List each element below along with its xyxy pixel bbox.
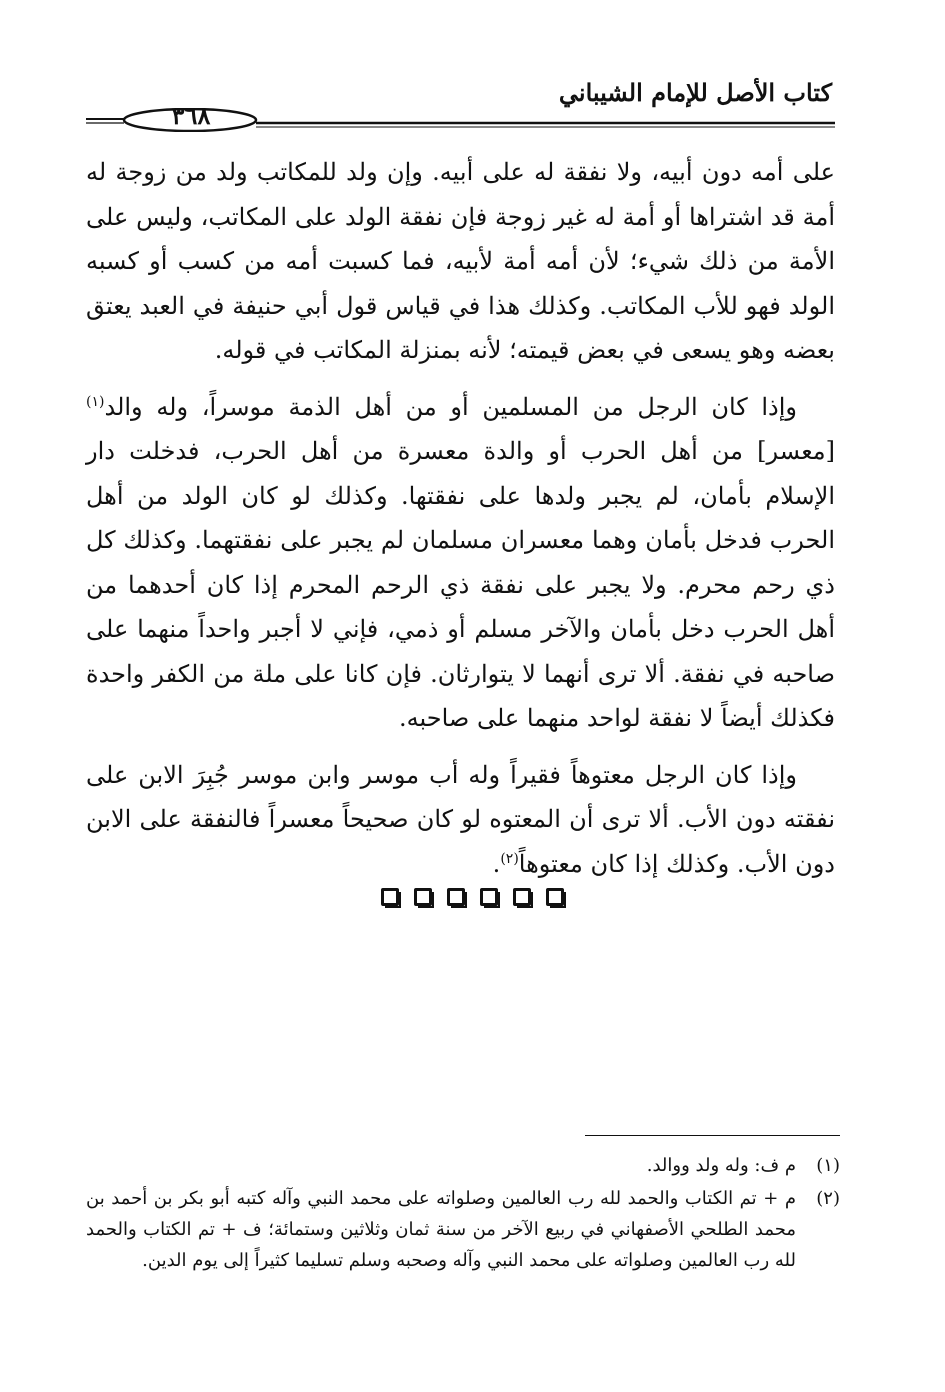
ornament-square-icon xyxy=(480,888,498,906)
footnote-reference-2[interactable]: (٢) xyxy=(500,850,519,867)
paragraph-3 xyxy=(86,753,835,887)
footnotes xyxy=(86,1150,840,1278)
paragraph-1: على أمه دون أبيه، ولا نفقة له على أبيه. وإن ولد للمكاتب ولد من زوجة له أمة قد اشتراها أو أمة له غير زوجة فإن نفقة الولد على المكاتب، وليس على الأمة من ذلك شيء؛ لأن أمه أمة لأبيه، فما كسبت أمه من كسب أو كسبه الولد فهو للأب المكاتب. وكذلك هذا في قياس قول أبي حنيفة في العبد يعتق بعضه وهو يسعى في بعض قيمته؛ لأنه بمنزلة المكاتب في قوله. xyxy=(86,158,835,364)
footnote-text: م + تم الكتاب والحمد لله رب العالمين وصلواته على محمد النبي وآله كتبه أبو بكر بن أحمد بن محمد الطلحي الأصفهاني في ربيع الآخر من سنة ثمان وثلاثين وستمائة؛ ف + تم الكتاب والحمد لله رب العالمين وصلواته على محمد النبي وآله وصحبه وسلم تسليما كثيراً إلى يوم الدين. xyxy=(86,1188,796,1271)
running-header-title: كتاب الأصل للإمام الشيباني xyxy=(558,78,832,107)
footnote-number: (٢) xyxy=(816,1188,840,1209)
paragraph-2-part-a: وإذا كان الرجل من المسلمين أو من أهل الذمة موسراً، وله والد xyxy=(104,392,797,421)
paragraph-3-part-b: . xyxy=(492,849,501,878)
footnote-1 xyxy=(86,1150,840,1181)
section-end-ornament xyxy=(0,888,945,906)
footnote-2 xyxy=(86,1183,840,1276)
footnote-text: م ف: وله ولد ووالد. xyxy=(646,1155,796,1176)
ornament-square-icon xyxy=(381,888,399,906)
footnote-reference-1[interactable]: (١) xyxy=(86,393,105,410)
ornament-square-icon xyxy=(546,888,564,906)
ornament-square-icon xyxy=(447,888,465,906)
footnote-number: (١) xyxy=(816,1155,840,1176)
paragraph-2 xyxy=(86,385,835,741)
ornament-square-icon xyxy=(414,888,432,906)
paragraph-3-part-a: وإذا كان الرجل معتوهاً فقيراً وله أب موسر وابن موسر جُبِرَ الابن على نفقته دون الأب. ألا ترى أن المعتوه لو كان صحيحاً معسراً فالنفقة على الابن دون الأب. وكذلك إذا كان معتوهاً xyxy=(86,760,835,878)
footnote-divider xyxy=(585,1135,840,1136)
paragraph-2-part-b: [معسر] من أهل الحرب أو والدة معسرة من أهل الحرب، فدخلت دار الإسلام بأمان، لم يجبر ولدها على نفقتها. وكذلك لو كان الولد من أهل الحرب فدخل بأمان وهما معسران مسلمان لم يجبر على نفقتهما. وكذلك كل ذي رحم محرم. ولا يجبر على نفقة ذي الرحم المحرم إذا كان أحدهما من أهل الحرب دخل بأمان والآخر مسلم أو ذمي، فإني لا أجبر واحداً منهما على صاحبه في نفقة. ألا ترى أنهما لا يتوارثان. فإن كانا على ملة من الكفر واحدة فكذلك أيضاً لا نفقة لواحد منهما على صاحبه. xyxy=(86,437,835,732)
ornament-square-icon xyxy=(513,888,531,906)
main-text-body xyxy=(86,150,835,898)
page-number: ٣٦٨ xyxy=(171,101,211,130)
